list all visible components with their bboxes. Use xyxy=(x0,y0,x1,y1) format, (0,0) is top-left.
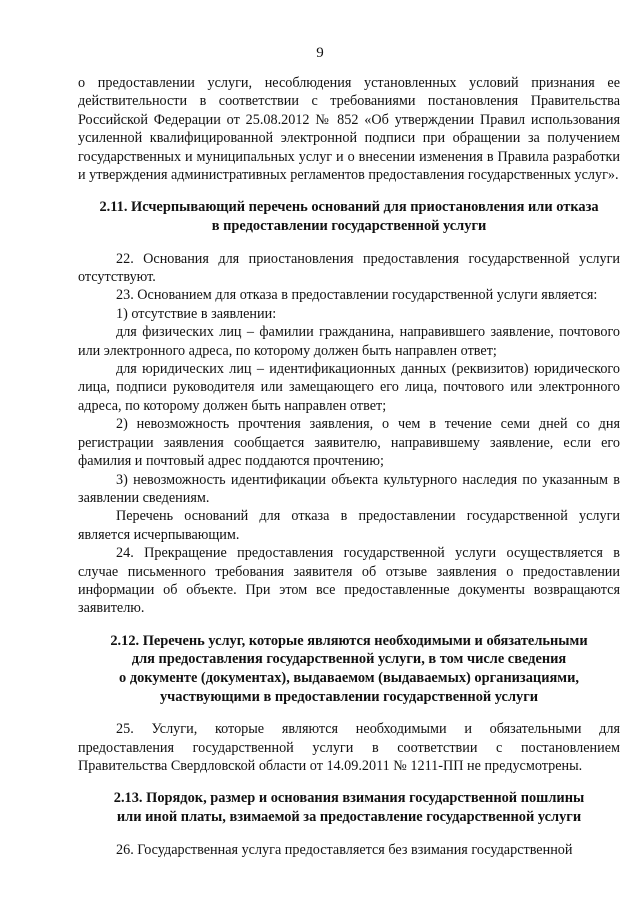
list-item-1-individuals: для физических лиц – фамилии гражданина, направившего заявление, почтового или электронного адреса, по которому должен быть направлен ответ; xyxy=(78,324,620,359)
heading-line: для предоставления государственной услуги, в том числе сведения xyxy=(131,651,567,668)
list-item-1: 1) отсутствие в заявлении: xyxy=(116,305,277,322)
heading-line: о документе (документах), выдаваемом (выдаваемых) организациями, xyxy=(119,669,579,686)
section-heading-2-12 xyxy=(78,632,620,706)
intro-paragraph: о предоставлении услуги, несоблюдения установленных условий признания ее действительности в соответствии с требованиями постановления Правительства Российской Федерации от 25.08.2012 № 852 «Об утверждении Правил использования усиленной квалифицированной электронной подписи при обращении за получением государственных и муниципальных услуг и о внесении изменения в Правила разработки и утверждения административных регламентов предоставления государственных услуг». xyxy=(78,75,620,184)
document-body xyxy=(78,74,620,859)
heading-line: 2.13. Порядок, размер и основания взимания государственной пошлины xyxy=(113,790,585,807)
paragraph-26: 26. Государственная услуга предоставляется без взимания государственной xyxy=(116,841,573,858)
heading-line: или иной платы, взимаемой за предоставление государственной услуги xyxy=(116,808,582,825)
paragraph-exhaustive: Перечень оснований для отказа в предоставлении государственной услуги является исчерпывающим. xyxy=(78,508,620,543)
list-item-1-legal-entities: для юридических лиц – идентификационных данных (реквизитов) юридического лица, подписи руководителя или замещающего его лица, почтового или электронного адреса, по которому должен быть направлен ответ; xyxy=(78,361,620,414)
heading-line: 2.11. Исчерпывающий перечень оснований для приостановления или отказа xyxy=(99,199,599,216)
section-heading-2-13 xyxy=(78,789,620,826)
paragraph-22: 22. Основания для приостановления предоставления государственной услуги отсутствуют. xyxy=(78,250,620,286)
heading-line: 2.12. Перечень услуг, которые являются необходимыми и обязательными xyxy=(110,632,588,649)
page-number: 9 xyxy=(316,45,324,61)
paragraph-23: 23. Основанием для отказа в предоставлении государственной услуги является: xyxy=(116,287,598,304)
heading-line: участвующими в предоставлении государственной услуги xyxy=(159,688,539,705)
paragraph-25: 25. Услуги, которые являются необходимыми и обязательными для предоставления государственной услуги в соответствии с постановлением Правительства Свердловской области от 14.09.2011 № 1211-ПП не предусмотрены. xyxy=(78,721,620,774)
paragraph-24: 24. Прекращение предоставления государственной услуги осуществляется в случае письменного требования заявителя об отзыве заявления о предоставлении информации об объекте. При этом все предоставленные документы возвращаются заявителю. xyxy=(78,545,620,617)
list-item-2: 2) невозможность прочтения заявления, о чем в течение семи дней со дня регистрации заявления сообщается заявителю, направившему заявление, если его фамилия и почтовый адрес поддаются прочтению; xyxy=(78,416,620,470)
section-heading-2-11 xyxy=(78,198,620,235)
heading-line: в предоставлении государственной услуги xyxy=(211,218,487,235)
list-item-3: 3) невозможность идентификации объекта культурного наследия по указанным в заявлении сведениям. xyxy=(78,471,620,506)
